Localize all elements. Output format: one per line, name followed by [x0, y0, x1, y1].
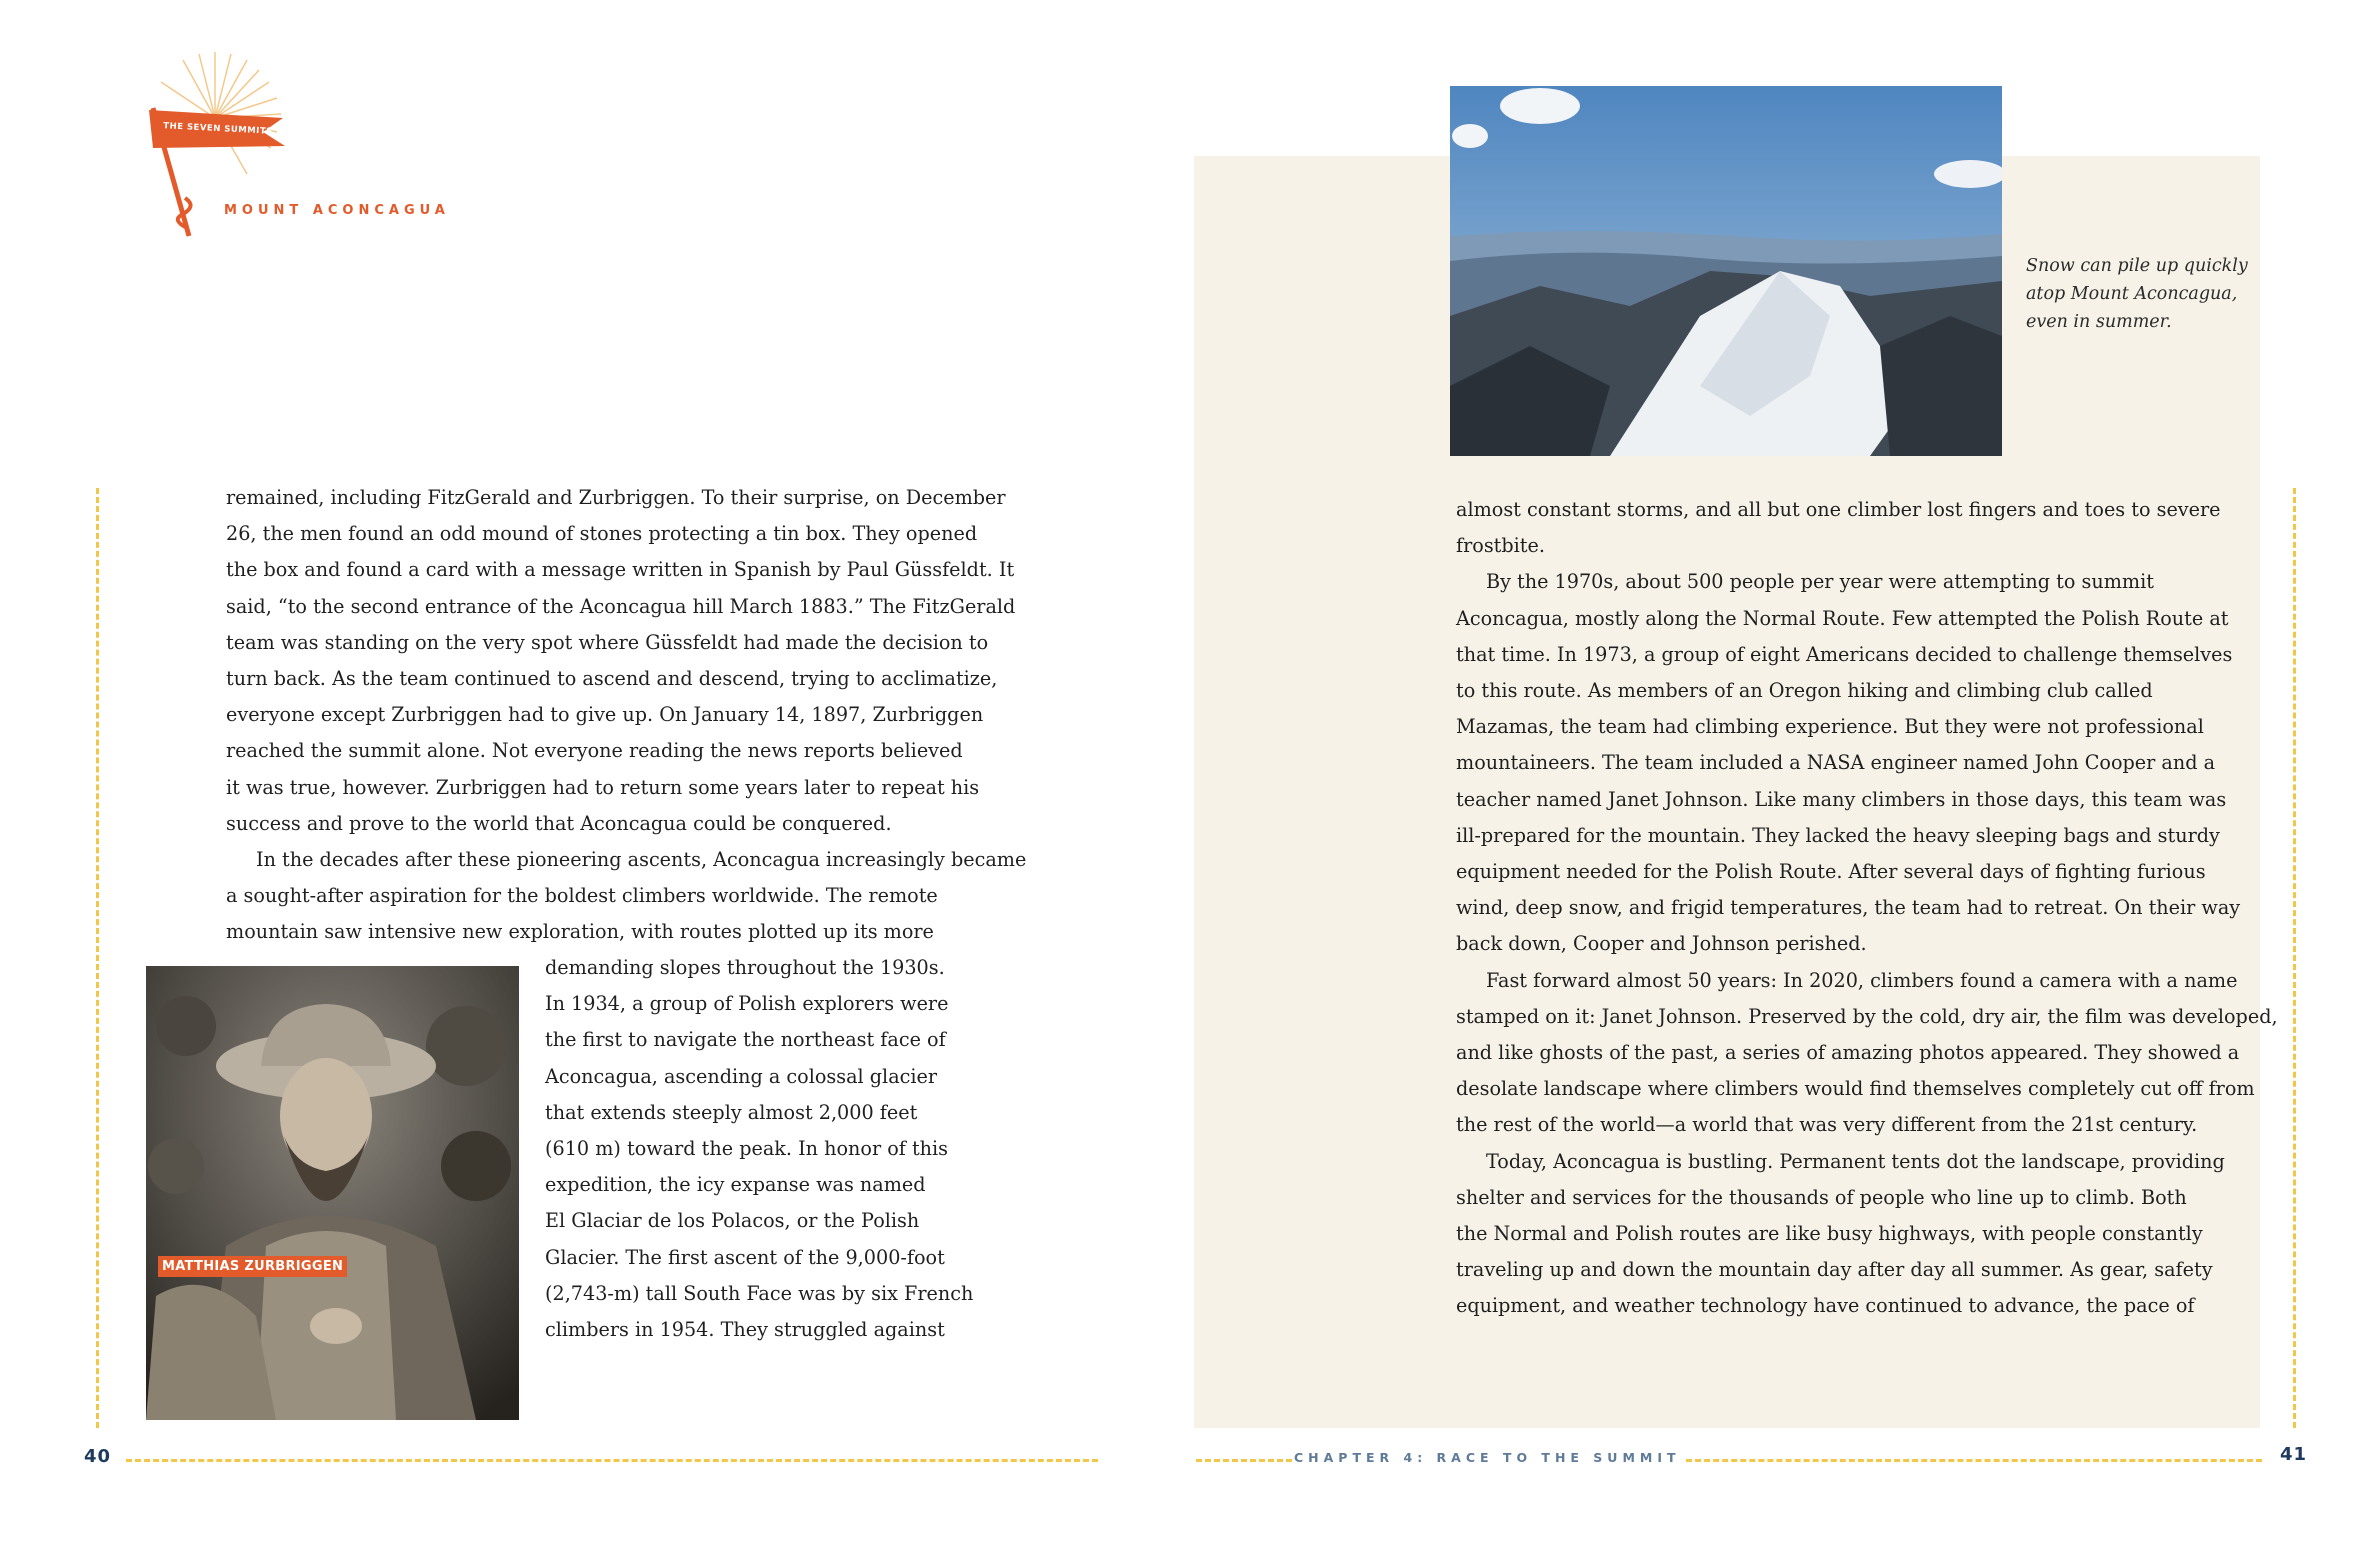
pennant-flag-icon	[135, 48, 295, 248]
caption-line: even in summer.	[2026, 312, 2172, 332]
text-line: 26, the men found an odd mound of stones protecting a tin box. They opened	[226, 522, 978, 546]
right-page-number: 41	[2280, 1444, 2308, 1465]
text-line: the Normal and Polish routes are like busy highways, with people constantly	[1456, 1222, 2203, 1246]
section-title: MOUNT ACONCAGUA	[224, 203, 450, 218]
logo-banner-text: THE SEVEN SUMMITS	[163, 121, 273, 137]
right-margin-dashes	[2293, 488, 2296, 1428]
text-line: that time. In 1973, a group of eight Americans decided to challenge themselves	[1456, 642, 2233, 666]
text-line: almost constant storms, and all but one climber lost fingers and toes to severe	[1456, 498, 2221, 521]
seven-summits-logo	[135, 48, 295, 248]
text-line: ill-prepared for the mountain. They lacked the heavy sleeping bags and sturdy	[1456, 823, 2220, 847]
text-line: By the 1970s, about 500 people per year were attempting to summit	[1486, 570, 2154, 594]
zurbriggen-portrait-photo	[146, 966, 519, 1420]
text-line: In 1934, a group of Polish explorers were	[545, 992, 949, 1016]
text-line: a sought-after aspiration for the boldest climbers worldwide. The remote	[226, 884, 938, 908]
text-line: said, “to the second entrance of the Aconcagua hill March 1883.” The FitzGerald	[226, 594, 1016, 618]
text-line: Aconcagua, ascending a colossal glacier	[545, 1064, 938, 1088]
text-line: traveling up and down the mountain day after day all summer. As gear, safety	[1456, 1258, 2213, 1282]
text-line: that extends steeply almost 2,000 feet	[545, 1100, 918, 1124]
text-line: success and prove to the world that Aconcagua could be conquered.	[226, 811, 892, 835]
photo-name-label: MATTHIAS ZURBRIGGEN	[158, 1256, 347, 1277]
text-line: climbers in 1954. They struggled against	[545, 1318, 945, 1342]
text-line: mountain saw intensive new exploration, with routes plotted up its more	[226, 920, 934, 944]
text-line: El Glaciar de los Polacos, or the Polish	[545, 1209, 920, 1233]
text-line: and like ghosts of the past, a series of amazing photos appeared. They showed a	[1456, 1041, 2240, 1065]
left-page-number: 40	[84, 1446, 112, 1467]
text-line: the rest of the world—a world that was very different from the 21st century.	[1456, 1113, 2198, 1137]
right-footer-dashes-b	[1686, 1459, 2262, 1462]
caption-line: atop Mount Aconcagua,	[2026, 284, 2238, 304]
text-line: Today, Aconcagua is bustling. Permanent tents dot the landscape, providing	[1486, 1149, 2225, 1173]
text-line: everyone except Zurbriggen had to give up. On January 14, 1897, Zurbriggen	[226, 703, 984, 727]
text-line: shelter and services for the thousands of people who line up to climb. Both	[1456, 1185, 2187, 1209]
text-line: the first to navigate the northeast face of	[545, 1028, 946, 1052]
left-footer-dashes	[126, 1459, 1098, 1462]
text-line: equipment, and weather technology have continued to advance, the pace of	[1456, 1294, 2195, 1318]
text-line: In the decades after these pioneering ascents, Aconcagua increasingly became	[256, 848, 1027, 872]
right-footer-dashes-a	[1196, 1459, 1292, 1462]
text-line: remained, including FitzGerald and Zurbriggen. To their surprise, on December	[226, 486, 1006, 509]
text-line: mountaineers. The team included a NASA engineer named John Cooper and a	[1456, 751, 2216, 775]
text-line: it was true, however. Zurbriggen had to return some years later to repeat his	[226, 775, 980, 799]
text-line: Fast forward almost 50 years: In 2020, climbers found a camera with a name	[1486, 968, 2238, 992]
right-body-text	[1456, 492, 2278, 1325]
text-line: team was standing on the very spot where Güssfeldt had made the decision to	[226, 630, 989, 654]
text-line: equipment needed for the Polish Route. After several days of fighting furious	[1456, 860, 2206, 884]
text-line: the box and found a card with a message written in Spanish by Paul Güssfeldt. It	[226, 558, 1015, 582]
chapter-footer: CHAPTER 4: RACE TO THE SUMMIT	[1294, 1450, 1681, 1465]
text-line: teacher named Janet Johnson. Like many climbers in those days, this team was	[1456, 787, 2227, 811]
text-line: Glacier. The first ascent of the 9,000-foot	[545, 1245, 945, 1269]
left-margin-dashes	[96, 488, 99, 1428]
left-body-text	[226, 480, 1027, 951]
text-line: back down, Cooper and Johnson perished.	[1456, 932, 1867, 956]
text-line: (2,743-m) tall South Face was by six French	[545, 1281, 974, 1305]
text-line: demanding slopes throughout the 1930s.	[545, 956, 945, 979]
text-line: stamped on it: Janet Johnson. Preserved by the cold, dry air, the film was developed,	[1456, 1004, 2278, 1028]
mountain-photo	[1450, 86, 2002, 456]
text-line: wind, deep snow, and frigid temperatures, the team had to retreat. On their way	[1456, 896, 2241, 920]
text-line: to this route. As members of an Oregon hiking and climbing club called	[1456, 679, 2153, 703]
text-line: turn back. As the team continued to ascend and descend, trying to acclimatize,	[226, 667, 998, 691]
left-wrap-text	[545, 950, 974, 1348]
photo-caption	[2026, 252, 2248, 336]
text-line: reached the summit alone. Not everyone reading the news reports believed	[226, 739, 963, 763]
text-line: Mazamas, the team had climbing experience. But they were not professional	[1456, 715, 2204, 739]
caption-line: Snow can pile up quickly	[2026, 256, 2248, 276]
text-line: frostbite.	[1456, 534, 1545, 558]
text-line: expedition, the icy expanse was named	[545, 1173, 926, 1197]
text-line: Aconcagua, mostly along the Normal Route. Few attempted the Polish Route at	[1456, 606, 2229, 630]
text-line: desolate landscape where climbers would find themselves completely cut off from	[1456, 1077, 2255, 1101]
text-line: (610 m) toward the peak. In honor of this	[545, 1137, 949, 1161]
